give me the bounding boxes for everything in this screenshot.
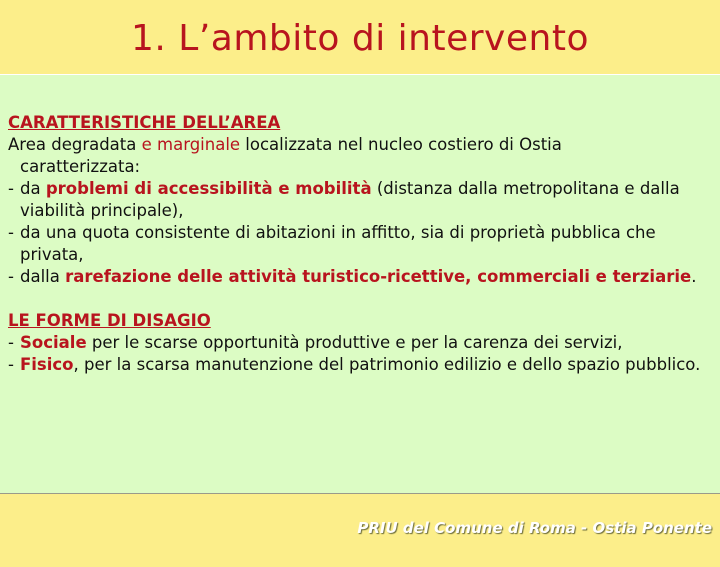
bullet-highlight: rarefazione delle attività turistico-ricettive, commerciali e terziarie bbox=[65, 267, 692, 286]
content-panel bbox=[0, 74, 720, 494]
intro-text-highlight: e marginale bbox=[141, 135, 241, 154]
bullet-text: da una quota consistente di abitazioni in affitto, sia di proprietà pubblica che privata, bbox=[20, 223, 656, 264]
bullet-text-post: (distanza dalla metropolitana e dalla viabilità principale), bbox=[20, 179, 680, 220]
intro-paragraph bbox=[8, 134, 708, 156]
bullet-marker: - bbox=[8, 267, 14, 286]
intro-text-1: Area degradata bbox=[8, 135, 142, 154]
bullet-marker: - bbox=[8, 355, 14, 374]
bullet-text-pre: da bbox=[20, 179, 46, 198]
bullet-text-post: , per la scarsa manutenzione del patrimonio edilizio e dello spazio pubblico. bbox=[73, 355, 701, 374]
intro-text-2: localizzata nel nucleo costiero di Ostia bbox=[240, 135, 562, 154]
content-text bbox=[8, 112, 708, 376]
bullet-text-post: . bbox=[691, 267, 697, 286]
list-item-fisico bbox=[8, 354, 708, 376]
list-item-sociale bbox=[8, 332, 708, 354]
section-heading-disagio: LE FORME DI DISAGIO bbox=[8, 311, 211, 330]
bullet-text-post: per le scarse opportunità produttive e per la carenza dei servizi, bbox=[86, 333, 623, 352]
bullet-text-pre: dalla bbox=[20, 267, 66, 286]
intro-paragraph-line2: caratterizzata: bbox=[20, 157, 141, 176]
bullet-marker: - bbox=[8, 333, 14, 352]
list-item-accessibilita bbox=[8, 178, 708, 222]
bullet-highlight: Fisico bbox=[20, 355, 74, 374]
bullet-marker: - bbox=[8, 223, 14, 242]
spacer bbox=[8, 288, 708, 310]
bullet-highlight: Sociale bbox=[20, 333, 87, 352]
slide-footer: PRIU del Comune di Roma - Ostia Ponente bbox=[357, 519, 712, 537]
slide-title: 1. L’ambito di intervento bbox=[131, 18, 589, 59]
list-item-rarefazione bbox=[8, 266, 708, 288]
list-item-abitazioni bbox=[8, 222, 708, 266]
section-heading-caratteristiche: CARATTERISTICHE DELL’AREA bbox=[8, 113, 281, 132]
bullet-highlight: problemi di accessibilità e mobilità bbox=[45, 179, 372, 198]
bullet-marker: - bbox=[8, 179, 14, 198]
